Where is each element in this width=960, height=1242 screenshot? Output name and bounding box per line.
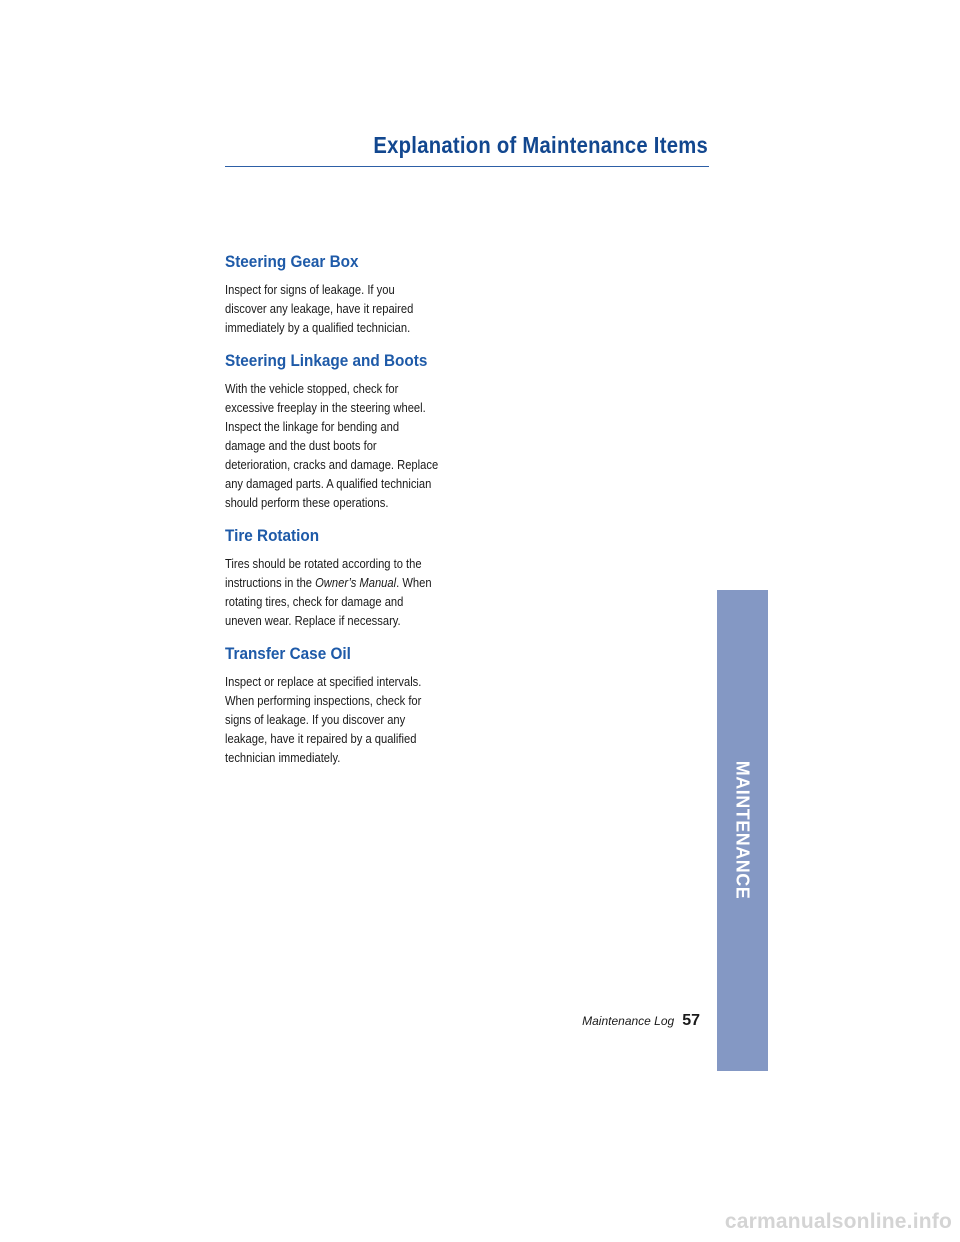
body-line: leakage, have it repaired by a qualified <box>225 731 417 746</box>
body-line: technician immediately. <box>225 750 341 765</box>
body-line: should perform these operations. <box>225 495 389 510</box>
page-number: 57 <box>682 1012 700 1029</box>
section-body <box>225 280 475 337</box>
body-line: With the vehicle stopped, check for <box>225 381 399 396</box>
body-line: Tires should be rotated according to the <box>225 556 422 571</box>
section-heading: Steering Gear Box <box>225 252 359 271</box>
side-tab-label-wrapper <box>717 590 768 1071</box>
section-heading: Tire Rotation <box>225 526 320 545</box>
body-line: Inspect for signs of leakage. If you <box>225 282 395 297</box>
section-heading: Transfer Case Oil <box>225 644 351 663</box>
body-text: instructions in the <box>225 575 316 590</box>
title-divider <box>225 166 709 167</box>
body-line: immediately by a qualified technician. <box>225 320 411 335</box>
side-section-tab <box>717 590 768 1071</box>
main-content <box>225 252 475 781</box>
body-line: damage and the dust boots for <box>225 438 377 453</box>
section-heading: Steering Linkage and Boots <box>225 351 428 370</box>
body-line: discover any leakage, have it repaired <box>225 301 414 316</box>
body-text: . When <box>396 575 432 590</box>
watermark: carmanualsonline.info <box>724 1210 952 1233</box>
section-body <box>225 554 475 630</box>
section-transfer-case-oil <box>225 644 475 767</box>
body-line: signs of leakage. If you discover any <box>225 712 406 727</box>
body-line: uneven wear. Replace if necessary. <box>225 613 401 628</box>
body-line: any damaged parts. A qualified technician <box>225 476 432 491</box>
body-line: rotating tires, check for damage and <box>225 594 404 609</box>
body-line: Inspect the linkage for bending and <box>225 419 400 434</box>
footer-label: Maintenance Log <box>582 1014 675 1028</box>
body-line: deterioration, cracks and damage. Replace <box>225 457 439 472</box>
manual-reference: Owner’s Manual <box>315 575 397 590</box>
body-line: When performing inspections, check for <box>225 693 422 708</box>
body-line <box>225 573 440 592</box>
section-tire-rotation <box>225 526 475 630</box>
page-title: Explanation of Maintenance Items <box>373 132 708 158</box>
section-steering-linkage-and-boots <box>225 351 475 512</box>
section-body <box>225 379 475 512</box>
body-line: excessive freeplay in the steering wheel. <box>225 400 426 415</box>
section-steering-gear-box <box>225 252 475 337</box>
body-line: Inspect or replace at specified intervals. <box>225 674 422 689</box>
page-footer <box>582 1012 700 1030</box>
section-body <box>225 672 475 767</box>
side-tab-label: MAINTENANCE <box>732 760 753 900</box>
